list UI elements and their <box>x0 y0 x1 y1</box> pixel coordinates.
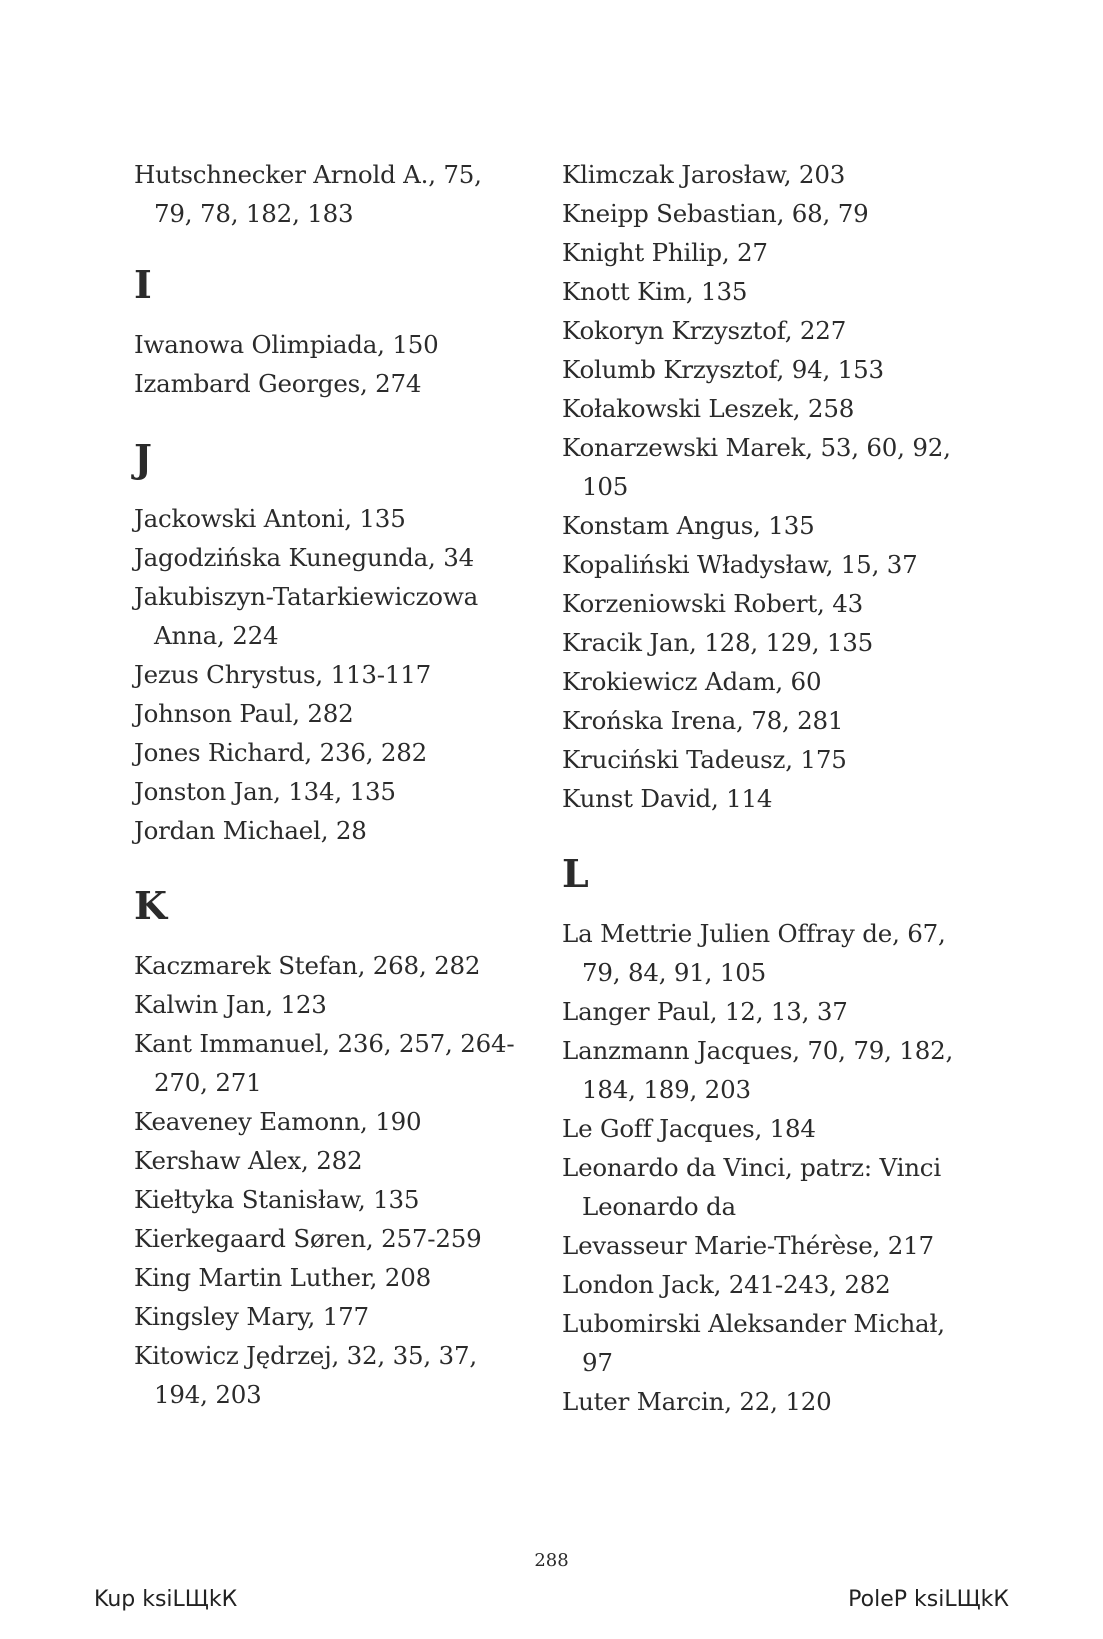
index-entry: Kaczmarek Stefan, 268, 282 <box>134 951 481 980</box>
index-entry: King Martin Luther, 208 <box>134 1263 431 1292</box>
index-entry: Korzeniowski Robert, 43 <box>562 589 863 618</box>
index-entry: Kingsley Mary, 177 <box>134 1302 369 1331</box>
index-entry: Konarzewski Marek, 53, 60, 92, 105 <box>562 433 951 501</box>
index-entry: Konstam Angus, 135 <box>562 511 815 540</box>
index-entry: Iwanowa Olimpiada, 150 <box>134 330 439 359</box>
index-entry: Krokiewicz Adam, 60 <box>562 667 822 696</box>
section-letter: J <box>134 436 152 481</box>
index-entry: Lubomirski Aleksander Michał, 97 <box>562 1309 945 1377</box>
index-entry: Jackowski Antoni, 135 <box>134 504 406 533</box>
index-entry: Jordan Michael, 28 <box>134 816 367 845</box>
index-entry: Klimczak Jarosław, 203 <box>562 160 846 189</box>
index-column-right <box>562 155 982 1421</box>
index-entry: Kunst David, 114 <box>562 784 773 813</box>
index-entry: Hutschnecker Arnold A., 75, 79, 78, 182, 183 <box>134 160 482 228</box>
recommend-book-link[interactable]: PoleP ksiLЩkК <box>848 1587 1009 1612</box>
index-entry: Jones Richard, 236, 282 <box>134 738 428 767</box>
index-entry: Kopaliński Władysław, 15, 37 <box>562 550 918 579</box>
index-entry: Kokoryn Krzysztof, 227 <box>562 316 847 345</box>
index-entry: Izambard Georges, 274 <box>134 369 422 398</box>
index-entry: Leonardo da Vinci, patrz: Vinci Leonardo da <box>562 1153 941 1221</box>
index-entry: Langer Paul, 12, 13, 37 <box>562 997 848 1026</box>
index-entry: Lanzmann Jacques, 70, 79, 182, 184, 189, 203 <box>562 1036 954 1104</box>
index-entry: London Jack, 241-243, 282 <box>562 1270 891 1299</box>
index-entry: Jakubiszyn-Tatarkiewiczowa Anna, 224 <box>134 582 479 650</box>
section-letter: I <box>134 262 152 307</box>
index-entry: La Mettrie Julien Offray de, 67, 79, 84, 91, 105 <box>562 919 946 987</box>
index-entry: Knott Kim, 135 <box>562 277 748 306</box>
index-entry: Jagodzińska Kunegunda, 34 <box>134 543 474 572</box>
section-letter: K <box>134 883 168 928</box>
index-entry: Krońska Irena, 78, 281 <box>562 706 844 735</box>
index-entry: Keaveney Eamonn, 190 <box>134 1107 422 1136</box>
index-entry: Kolumb Krzysztof, 94, 153 <box>562 355 884 384</box>
index-entry: Johnson Paul, 282 <box>134 699 354 728</box>
index-entry: Kitowicz Jędrzej, 32, 35, 37, 194, 203 <box>134 1341 477 1409</box>
page-number: 288 <box>534 1550 569 1571</box>
index-entry: Levasseur Marie-Thérèse, 217 <box>562 1231 934 1260</box>
index-column-left <box>134 155 524 1414</box>
index-entry: Kruciński Tadeusz, 175 <box>562 745 847 774</box>
index-entry: Kracik Jan, 128, 129, 135 <box>562 628 874 657</box>
index-entry: Le Goff Jacques, 184 <box>562 1114 816 1143</box>
index-entry: Luter Marcin, 22, 120 <box>562 1387 832 1416</box>
index-entry: Kneipp Sebastian, 68, 79 <box>562 199 869 228</box>
index-entry: Kiełtyka Stanisław, 135 <box>134 1185 420 1214</box>
index-entry: Kant Immanuel, 236, 257, 264-270, 271 <box>134 1029 515 1097</box>
buy-book-link[interactable]: Kup ksiLЩkК <box>94 1587 238 1612</box>
index-entry: Kalwin Jan, 123 <box>134 990 327 1019</box>
index-entry: Kershaw Alex, 282 <box>134 1146 363 1175</box>
index-entry: Kierkegaard Søren, 257-259 <box>134 1224 482 1253</box>
index-entry: Jonston Jan, 134, 135 <box>134 777 396 806</box>
section-letter: L <box>562 851 589 896</box>
index-entry: Kołakowski Leszek, 258 <box>562 394 855 423</box>
index-entry: Jezus Chrystus, 113-117 <box>134 660 431 689</box>
index-entry: Knight Philip, 27 <box>562 238 768 267</box>
